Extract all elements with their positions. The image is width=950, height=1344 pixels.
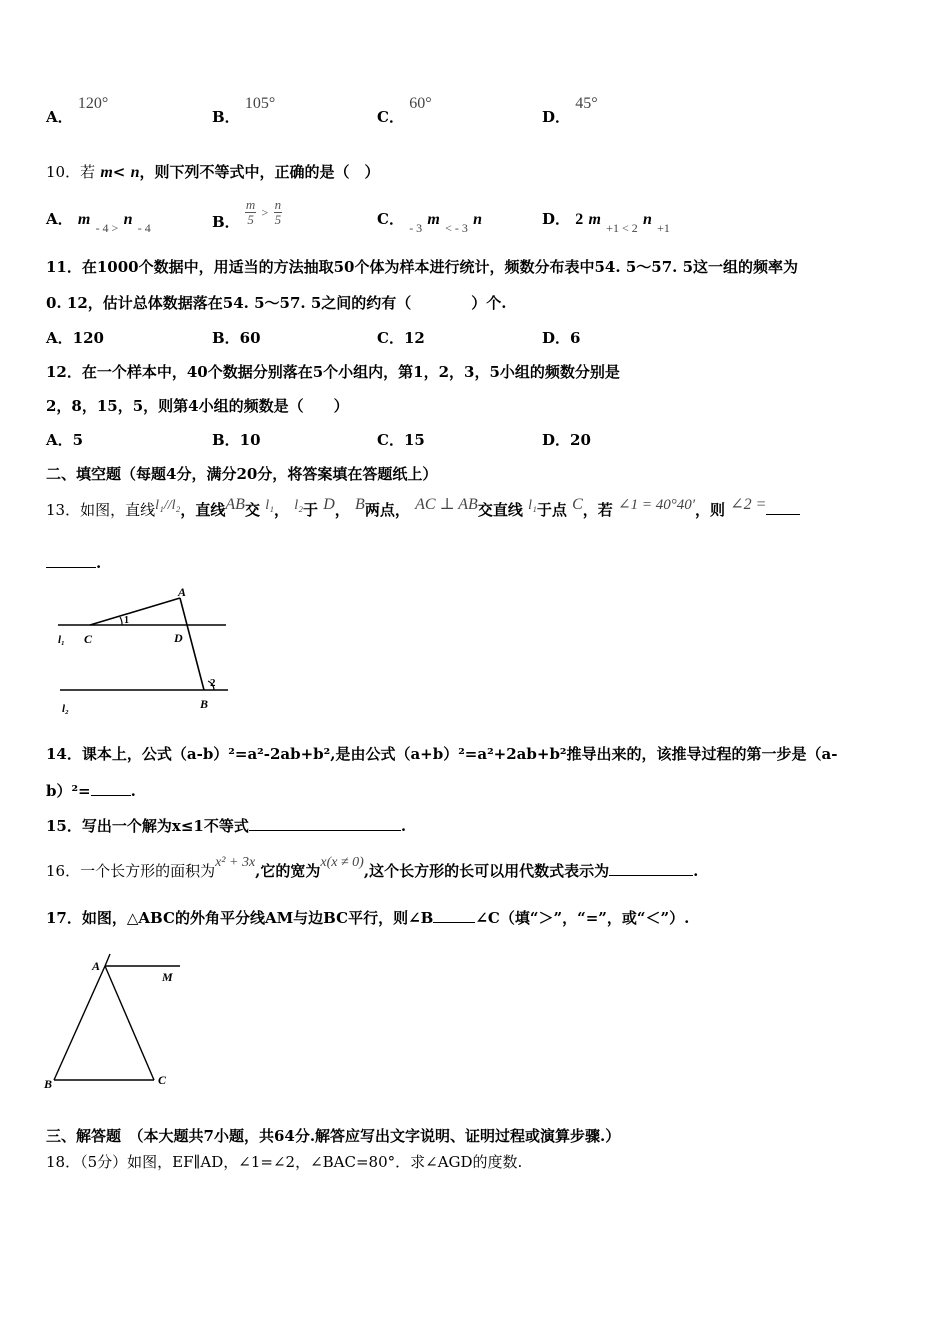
q9-option-b: B． 105° bbox=[212, 95, 276, 126]
q16: 16．一个长方形的面积为x² + 3x,它的宽为x(x ≠ 0),这个长方形的长可以用代数式表示为 . bbox=[46, 855, 699, 880]
q10-option-d: D． 2 m $_{+1 < 2}$ n $_{+1}$ bbox=[542, 210, 670, 235]
q9-option-a-value: 120° bbox=[77, 95, 109, 112]
q17: 17．如图，△ABC的外角平分线AM与边BC平行，则∠B ∠C（填“＞”，“=”，或“＜”）. bbox=[46, 909, 690, 927]
q13-figure bbox=[50, 580, 240, 720]
label-a: A bbox=[178, 585, 187, 599]
q9-option-c: C． 60° bbox=[377, 95, 432, 126]
label-b: B bbox=[44, 1077, 53, 1091]
q15: 15．写出一个解为x≤1不等式 . bbox=[46, 817, 407, 835]
label-angle-2: 2 bbox=[210, 677, 216, 689]
q10-option-c: C． $_{- 3}$ m $_{< - 3}$ n bbox=[377, 210, 483, 235]
q9-option-d: D． 45° bbox=[542, 95, 598, 126]
segment-ab bbox=[54, 966, 105, 1080]
q14-line1: 14．课本上，公式（a-b）²=a²-2ab+b²,是由公式（a+b）²=a²+2ab+b²推导出来的，该推导过程的第一步是（a- bbox=[46, 745, 838, 763]
q12-line2: 2，8，15，5，则第4小组的频数是（ ） bbox=[46, 397, 349, 415]
q11-option-d: D．6 bbox=[542, 329, 581, 347]
q11-line1: 11．在1000个数据中，用适当的方法抽取50个体为样本进行统计，频数分布表中54. 5～57. 5这一组的频率为 bbox=[46, 258, 799, 276]
label-a: A bbox=[92, 959, 101, 973]
q17-figure bbox=[40, 950, 200, 1095]
label-l2: l₂ bbox=[62, 703, 69, 715]
label-b: B bbox=[200, 697, 209, 711]
q12-option-b: B．10 bbox=[212, 431, 261, 449]
q13-answer-blank[interactable] bbox=[766, 500, 800, 515]
q9-option-a: A． 120° bbox=[46, 95, 109, 126]
q12-option-c: C．15 bbox=[377, 431, 425, 449]
q9-option-c-value: 60° bbox=[409, 95, 432, 112]
q14-line2: b）²= . bbox=[46, 782, 136, 800]
label-m: M bbox=[162, 970, 173, 984]
q9-option-d-value: 45° bbox=[575, 95, 598, 112]
q11-line2: 0. 12，估计总体数据落在54. 5～57. 5之间的约有（ ）个. bbox=[46, 294, 507, 312]
q12-option-a: A．5 bbox=[46, 431, 84, 449]
q10-option-a: A． m $_{- 4 >}$ n $_{- 4}$ bbox=[46, 210, 151, 235]
extension-ba bbox=[105, 954, 110, 966]
segment-ca bbox=[90, 598, 180, 625]
q14-answer-blank[interactable] bbox=[91, 781, 131, 796]
q12-line1: 12．在一个样本中，40个数据分别落在5个小组内，第1，2，3，5小组的频数分别是 bbox=[46, 363, 620, 381]
section-3-heading: 三、解答题 （本大题共7小题，共64分.解答应写出文字说明、证明过程或演算步骤.） bbox=[46, 1127, 621, 1145]
q13-stem: 13．如图，直线l₁//l₂，直线AB交 l₁， l₂于 D， B两点， AC ⊥ AB交直线 l₁于点 C，若 ∠1 = 40°40′，则 ∠2 = bbox=[46, 499, 800, 520]
segment-ab bbox=[180, 598, 204, 690]
q10-stem: 10．若 m< n，则下列不等式中，正确的是（ ） bbox=[46, 163, 380, 181]
q18: 18．（5分）如图，EF∥AD，∠1=∠2，∠BAC=80°．求∠AGD的度数. bbox=[46, 1153, 523, 1171]
label-c: C bbox=[158, 1073, 167, 1087]
q11-option-c: C．12 bbox=[377, 329, 425, 347]
q15-answer-blank[interactable] bbox=[249, 816, 401, 831]
label-angle-1: 1 bbox=[124, 615, 129, 626]
section-2-heading: 二、填空题（每题4分，满分20分，将答案填在答题纸上） bbox=[46, 465, 438, 483]
label-c: C bbox=[84, 632, 93, 646]
label-l1: l₁ bbox=[58, 634, 65, 646]
q16-answer-blank[interactable] bbox=[609, 861, 693, 876]
q11-option-a: A．120 bbox=[46, 329, 104, 347]
label-d: D bbox=[174, 631, 183, 645]
q17-answer-blank[interactable] bbox=[433, 908, 475, 923]
q12-option-d: D．20 bbox=[542, 431, 591, 449]
angle-1-arc bbox=[120, 617, 122, 625]
q13-continuation: . bbox=[46, 553, 101, 572]
q13-answer-blank-continued[interactable] bbox=[46, 553, 96, 568]
segment-ac bbox=[105, 966, 154, 1080]
q11-option-b: B．60 bbox=[212, 329, 261, 347]
q10-option-b: B． $\frac{m}{5}$ > $\frac{n}{5}$ bbox=[212, 197, 282, 231]
q9-option-b-value: 105° bbox=[244, 95, 276, 112]
